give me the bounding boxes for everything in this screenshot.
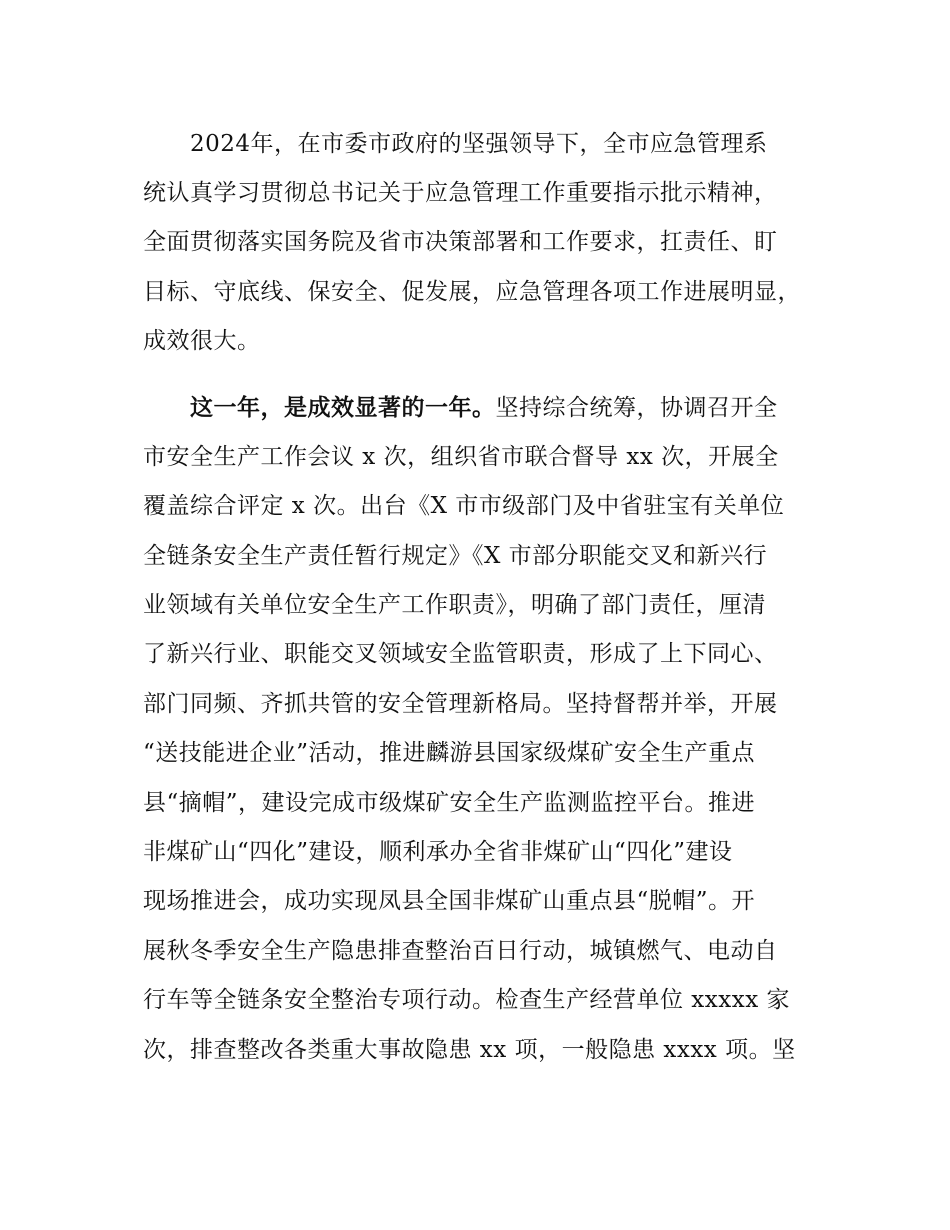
paragraph-2-line-7: 部门同频、齐抓共管的安全管理新格局。坚持督帮并举，开展 xyxy=(143,691,778,717)
paragraph-1-line-2: 统认真学习贯彻总书记关于应急管理工作重要指示批示精神， xyxy=(143,180,778,206)
paragraph-2-line-13: 行车等全链条安全整治专项行动。检查生产经营单位 xxxxx 家 xyxy=(143,987,790,1013)
paragraph-2-line-9: 县“摘帽”，建设完成市级煤矿安全生产监测监控平台。推进 xyxy=(143,790,756,816)
paragraph-2-line-4: 全链条安全生产责任暂行规定》《X 市部分职能交叉和新兴行 xyxy=(143,543,768,569)
paragraph-2-lead-heading: 这一年，是成效显著的一年。 xyxy=(190,395,496,421)
paragraph-2-line-8: “送技能进企业”活动，推进麟游县国家级煤矿安全生产重点 xyxy=(143,740,756,766)
paragraph-2-line-1 xyxy=(190,393,778,423)
paragraph-2-line-12: 展秋冬季安全生产隐患排查整治百日行动，城镇燃气、电动自 xyxy=(143,938,778,964)
paragraph-2-line-5: 业领域有关单位安全生产工作职责》，明确了部门责任，厘清 xyxy=(143,592,766,618)
paragraph-2-line-14: 次，排查整改各类重大事故隐患 xx 项，一般隐患 xxxx 项。坚 xyxy=(143,1037,796,1063)
paragraph-2-line-10: 非煤矿山“四化”建设，顺利承办全省非煤矿山“四化”建设 xyxy=(143,839,733,865)
paragraph-2-line-6: 了新兴行业、职能交叉领域安全监管职责，形成了上下同心、 xyxy=(143,641,778,667)
paragraph-2-line-11: 现场推进会，成功实现凤县全国非煤矿山重点县“脱帽”。开 xyxy=(143,888,756,914)
paragraph-1-line-1: 2024年，在市委市政府的坚强领导下，全市应急管理系 xyxy=(190,131,768,157)
paragraph-1-line-4: 目标、守底线、保安全、促发展，应急管理各项工作进展明显， xyxy=(143,279,801,305)
paragraph-1-line-5: 成效很大。 xyxy=(143,328,261,354)
paragraph-2-line-3: 覆盖综合评定 x 次。出台《X 市市级部门及中省驻宝有关单位 xyxy=(143,493,785,519)
paragraph-2-line-1-text: 坚持综合统筹，协调召开全 xyxy=(495,395,778,421)
paragraph-1-line-3: 全面贯彻落实国务院及省市决策部署和工作要求，扛责任、盯 xyxy=(143,229,778,255)
paragraph-2-line-2: 市安全生产工作会议 x 次，组织省市联合督导 xx 次，开展全 xyxy=(143,444,779,470)
